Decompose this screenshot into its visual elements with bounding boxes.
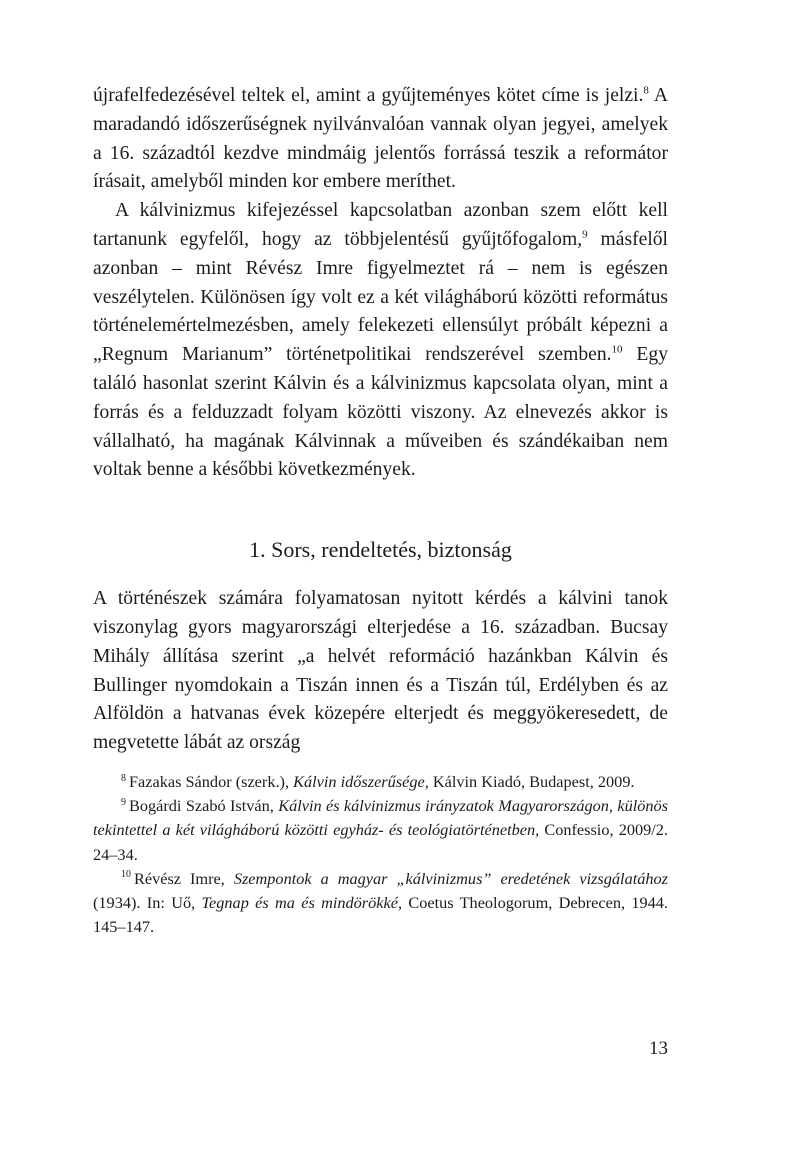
italic-title: Szempontok a magyar „kálvinizmus” eredetének vizsgálatához xyxy=(233,868,668,888)
text-segment: A kálvinizmus kifejezéssel kapcsolatban azonban szem előtt kell tartanunk egyfelől, hogy az többjelentésű gyűjtőfogalom, xyxy=(93,200,668,250)
body-paragraph-1 xyxy=(93,82,668,197)
section-paragraph: A történészek számára folyamatosan nyitott kérdés a kálvini tanok viszonylag gyors magyarországi elterjedése a 16. században. Bucsay Mihály állítása szerint „a helvét reformáció hazánkban Kálvin és Bullinger nyomdokain a Tiszán innen és a Tiszán túl, Erdélyben és az Alföldön a hatvanas évek közepére elterjedt és meggyökeresedett, de megvetette lábát az ország xyxy=(93,588,668,754)
footnote-number: 9 xyxy=(121,796,126,808)
text-segment: Kálvin Kiadó, Budapest, 2009. xyxy=(428,771,635,791)
italic-title: Kálvin időszerűsége, xyxy=(293,771,429,791)
page-number: 13 xyxy=(649,1038,668,1059)
footnote-ref-10[interactable]: 10 xyxy=(611,343,623,356)
footnote-9 xyxy=(93,794,668,867)
text-segment: A maradandó időszerűségnek nyilvánvalóan vannak olyan jegyei, amelyek a 16. századtól kezdve mindmáig jelentős forrássá teszik a reformátor írásait, amelyből minden kor embere meríthet. xyxy=(93,85,668,193)
footnote-number: 8 xyxy=(121,772,126,784)
text-segment: Confessio, 2009/2. 24–34. xyxy=(93,820,668,864)
text-segment: (1934). In: Uő, xyxy=(93,892,202,912)
text-segment: újrafelfedezésével teltek el, amint a gyűjteményes kötet címe is jelzi. xyxy=(93,85,644,106)
italic-title: Tegnap és ma és mindörökké, xyxy=(201,892,403,912)
text-segment: Egy találó hasonlat szerint Kálvin és a kálvinizmus kapcsolata olyan, mint a forrás és a felduzzadt folyam közötti viszony. Az elnevezés akkor is vállalható, ha magának Kálvinnak a műveiben és szándékaiban nem voltak benne a későbbi következmények. xyxy=(93,344,668,481)
footnote-10 xyxy=(93,867,668,940)
footnote-8 xyxy=(93,770,668,794)
text-segment: másfelől azonban – mint Révész Imre figyelmeztet rá – nem is egészen veszélytelen. Különösen így volt ez a két világháború közötti református történelemértelmezésben, amely felekezeti ellensúlyt próbált képezni a „Regnum Marianum” történetpolitikai rendszerével szemben. xyxy=(93,228,668,366)
book-page xyxy=(93,82,668,939)
text-segment: Bogárdi Szabó István, xyxy=(129,796,279,816)
footnote-ref-9[interactable]: 9 xyxy=(582,228,588,241)
footnotes xyxy=(93,770,668,939)
footnote-number: 10 xyxy=(121,869,131,881)
text-segment: Révész Imre, xyxy=(134,868,234,888)
italic-title: Kálvin és kálvinizmus irányzatok Magyarországon, különös tekintettel a két világháború közötti egyház- és teológiatörténetben, xyxy=(93,796,668,840)
text-segment: Fazakas Sándor (szerk.), xyxy=(129,771,294,791)
body-paragraph-2 xyxy=(93,197,668,485)
footnote-ref-8[interactable]: 8 xyxy=(643,84,649,97)
section-heading: 1. Sors, rendeltetés, biztonság xyxy=(249,537,512,563)
text-segment: Coetus Theologorum, Debrecen, 1944. 145–147. xyxy=(93,892,668,937)
